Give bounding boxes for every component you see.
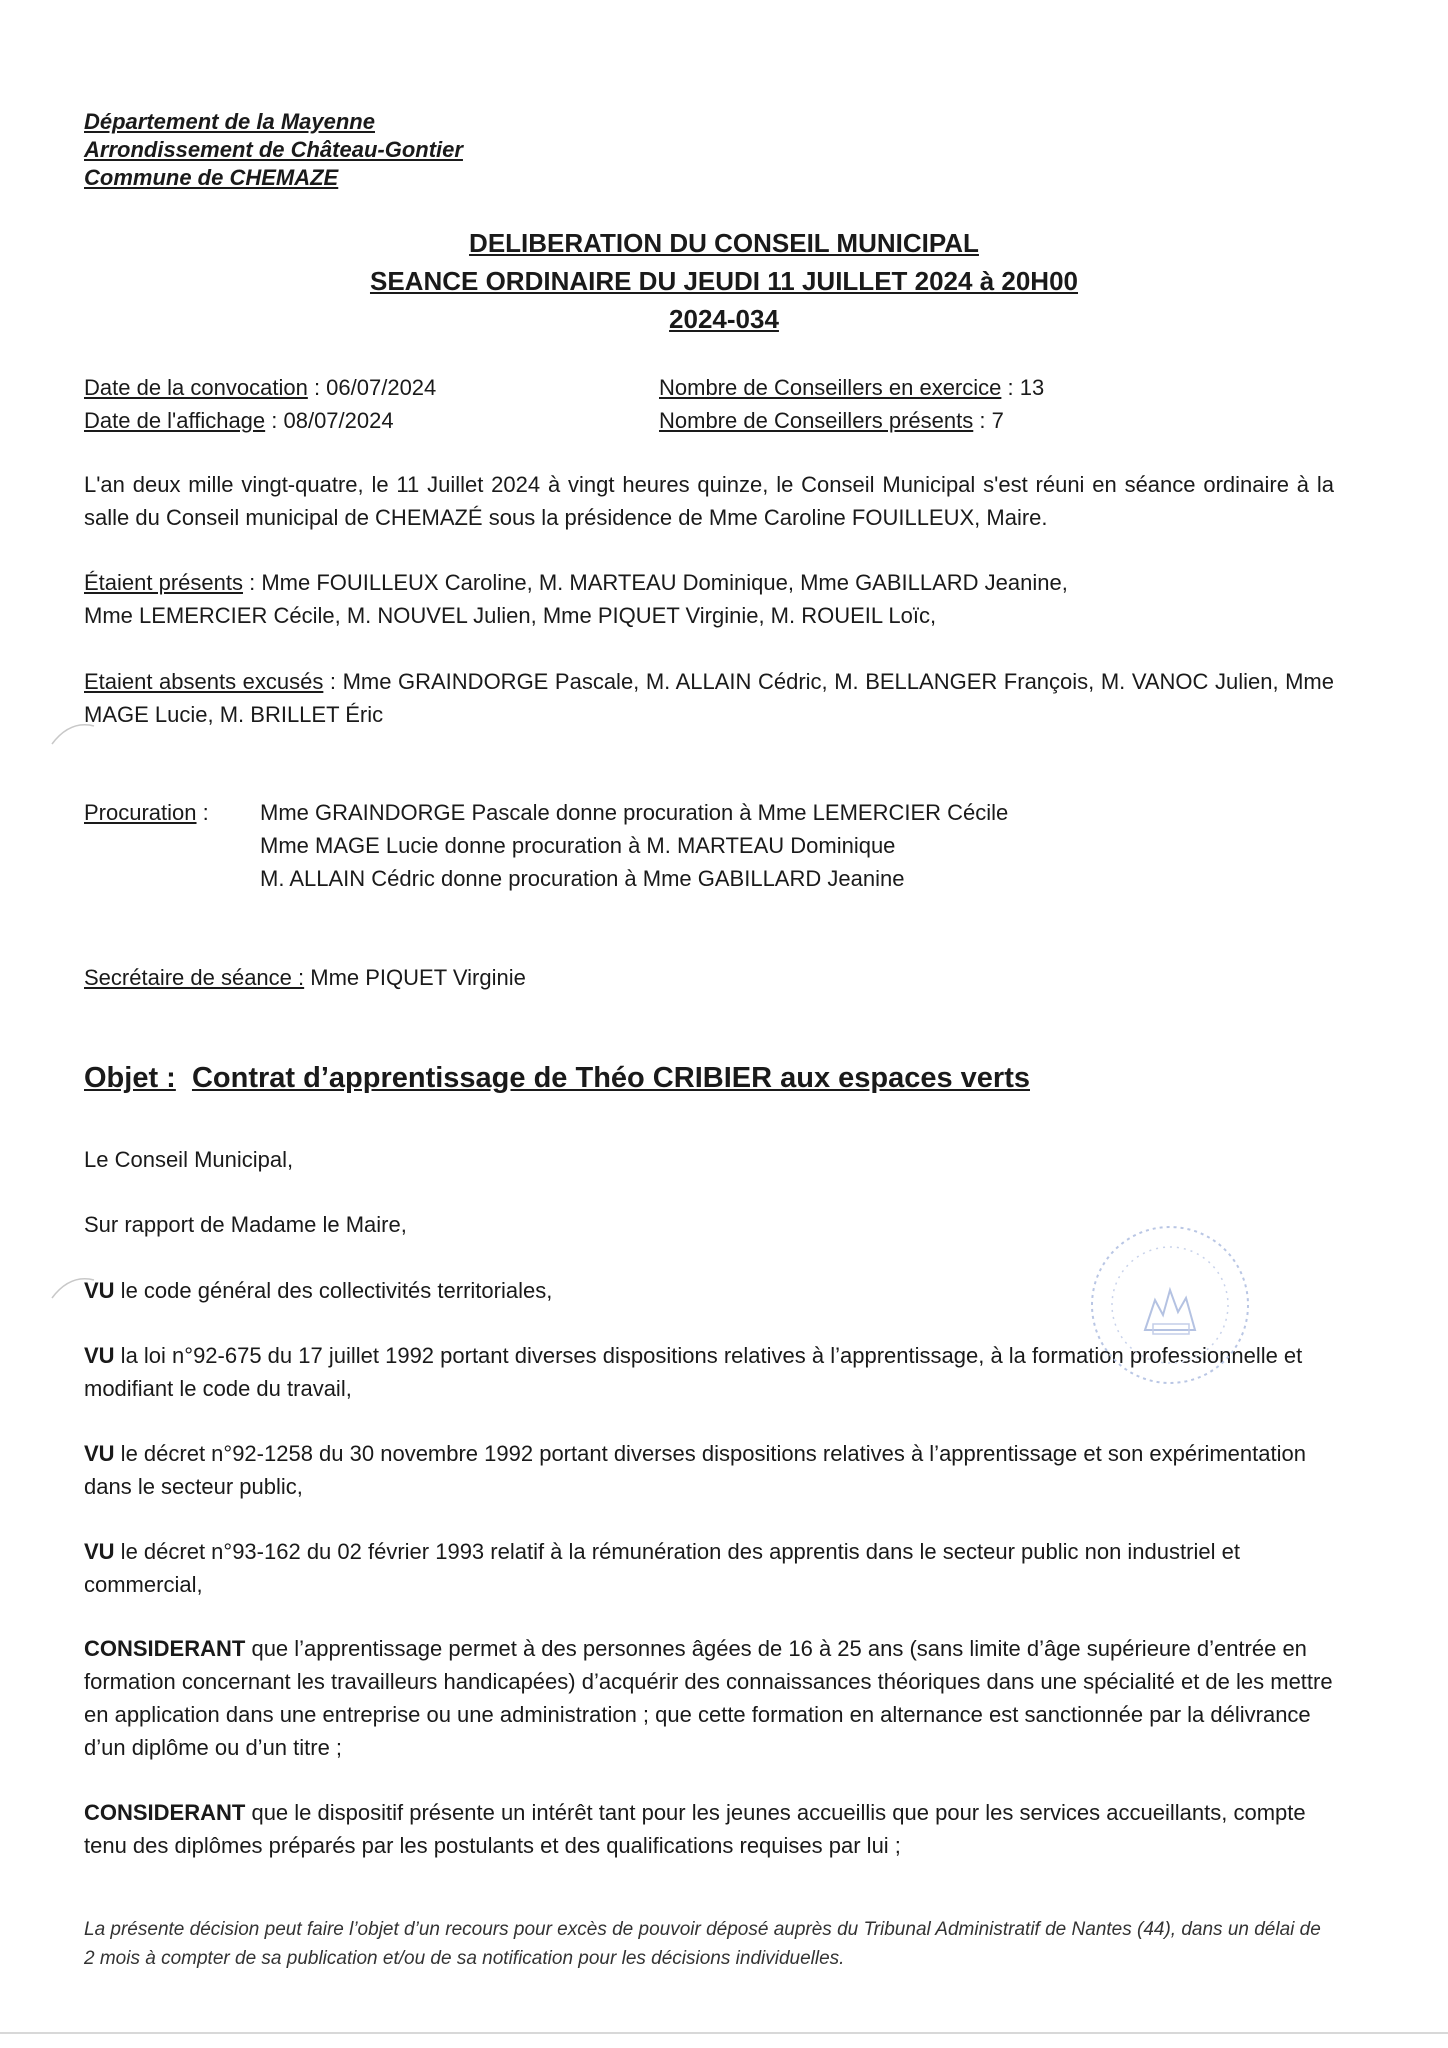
official-stamp-icon [1085,1220,1255,1390]
procuration-line: Mme MAGE Lucie donne procuration à M. MARTEAU Dominique [260,833,896,858]
procuration-line: M. ALLAIN Cédric donne procuration à Mme GABILLARD Jeanine [260,866,905,891]
convocation-date: Date de la convocation : 06/07/2024 [84,375,437,400]
scan-mark-icon [50,1272,100,1302]
conseillers-exercice: Nombre de Conseillers en exercice : 13 [659,375,1045,400]
absents-paragraph: Etaient absents excusés : Mme GRAINDORGE Pascale, M. ALLAIN Cédric, M. BELLANGER François, M. VANOC Julien, Mme MAGE Lucie, M. BRILLET Éric [84,669,1334,727]
deliberation-number: 2024-034 [669,304,779,334]
objet-heading: Objet : Contrat d’apprentissage de Théo CRIBIER aux espaces verts [84,1062,1030,1094]
affichage-date: Date de l'affichage : 08/07/2024 [84,408,394,433]
vu-paragraph: VU la loi n°92-675 du 17 juillet 1992 portant diverses dispositions relatives à l’apprentissage, à la formation professionnelle et modifiant le code du travail, [84,1343,1303,1401]
scan-mark-icon [50,718,100,748]
title-line1: DELIBERATION DU CONSEIL MUNICIPAL [469,228,979,258]
vu-paragraph: VU le décret n°92-1258 du 30 novembre 1992 portant diverses dispositions relatives à l’apprentissage et son expérimentation dans le secteur public, [84,1441,1306,1499]
document-title [0,224,1448,338]
administrative-header [84,108,463,192]
vu-paragraph: VU le code général des collectivités territoriales, [84,1278,553,1303]
vu-paragraph: VU le décret n°93-162 du 02 février 1993 relatif à la rémunération des apprentis dans le secteur public non industriel et commercial, [84,1539,1240,1597]
considerant-paragraph: CONSIDERANT que l’apprentissage permet à des personnes âgées de 16 à 25 ans (sans limite d’âge supérieure d’entrée en formation concernant les travailleurs handicapées) d’acquérir des connaissances théoriques dans une spécialité et de les mettre en application dans une entreprise ou une administration ; que cette formation en alternance est sanctionnée par la délivrance d’un diplôme ou d’un titre ; [84,1636,1333,1760]
intro-paragraph: L'an deux mille vingt-quatre, le 11 Juillet 2024 à vingt heures quinze, le Conseil Municipal s'est réuni en séance ordinaire à la salle du Conseil municipal de CHEMAZÉ sous la présidence de Mme Caroline FOUILLEUX, Maire. [84,472,1334,530]
procuration-line: Mme GRAINDORGE Pascale donne procuration à Mme LEMERCIER Cécile [260,800,1009,825]
body-paragraph: Sur rapport de Madame le Maire, [84,1212,407,1237]
conseillers-presents: Nombre de Conseillers présents : 7 [659,408,1004,433]
body-paragraph: Le Conseil Municipal, [84,1147,294,1172]
presents-line2: Mme LEMERCIER Cécile, M. NOUVEL Julien, Mme PIQUET Virginie, M. ROUEIL Loïc, [84,603,937,628]
secretaire-seance: Secrétaire de séance : Mme PIQUET Virginie [84,965,526,990]
presents-line1: Étaient présents : Mme FOUILLEUX Caroline, M. MARTEAU Dominique, Mme GABILLARD Jeanine, [84,570,1068,595]
title-line2: SEANCE ORDINAIRE DU JEUDI 11 JUILLET 2024 à 20H00 [369,266,1079,296]
legal-notice: La présente décision peut faire l’objet d’un recours pour excès de pouvoir déposé auprès du Tribunal Administratif de Nantes (44), dans un délai de 2 mois à compter de sa publication et/ou de sa notification pour les décisions individuelles. [84,1919,1321,1969]
procuration-label: Procuration : [84,800,209,825]
commune: Commune de CHEMAZE [84,165,339,190]
arrondissement: Arrondissement de Château-Gontier [84,137,463,162]
page-edge-line [0,2032,1448,2034]
departement: Département de la Mayenne [84,109,375,134]
considerant-paragraph: CONSIDERANT que le dispositif présente un intérêt tant pour les jeunes accueillis que pour les services accueillants, compte tenu des diplômes préparés par les postulants et des qualifications requises par lui ; [84,1800,1306,1858]
